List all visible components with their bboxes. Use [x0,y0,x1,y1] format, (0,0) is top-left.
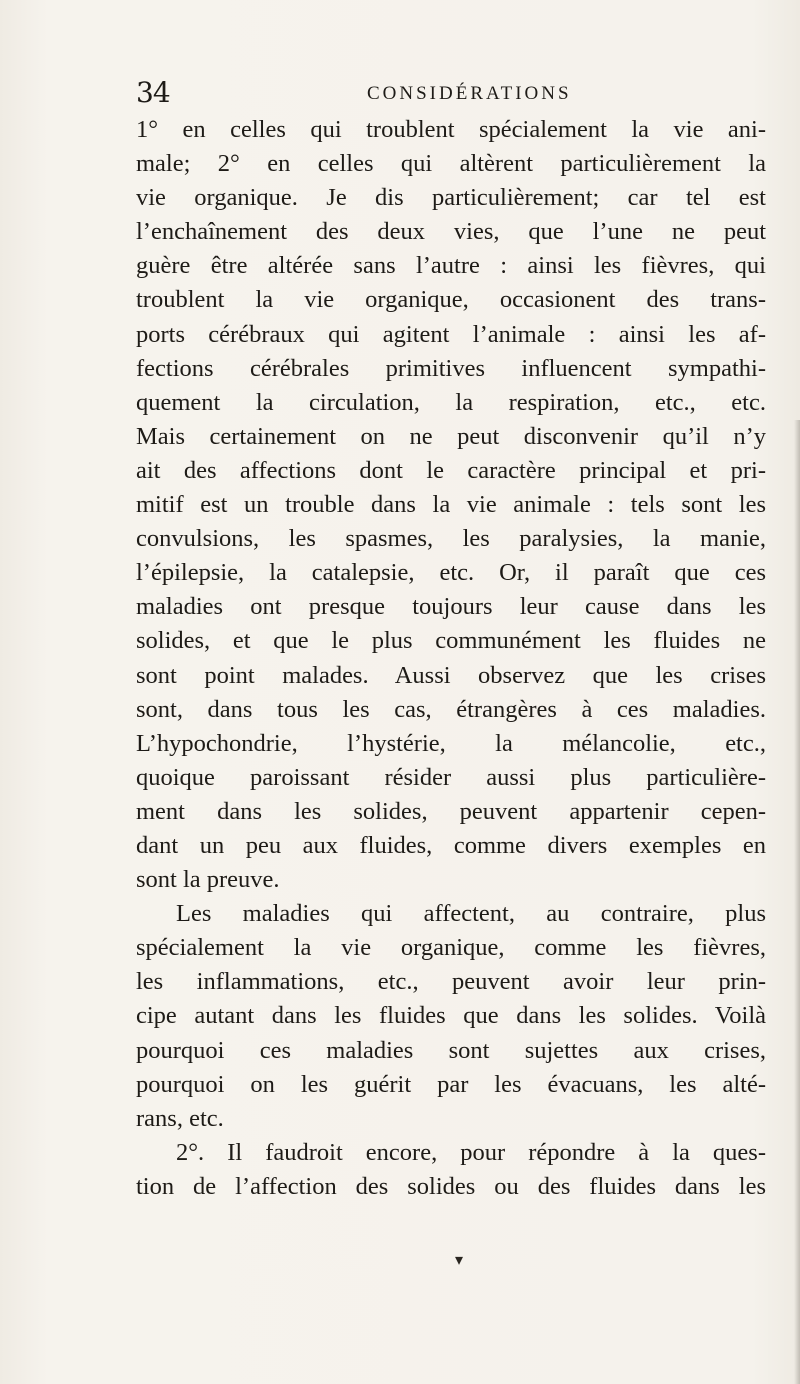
running-title: CONSIDÉRATIONS [367,83,572,104]
text-line: maladies ont presque toujours leur cause dans les [136,593,766,621]
text-line: troublent la vie organique, occasionent des trans- [136,286,766,314]
page-header [136,78,736,108]
text-line: L’hypochondrie, l’hystérie, la mélancolie, etc., [136,729,766,757]
text-line: ment dans les solides, peuvent appartenir cepen- [136,797,766,825]
text-line: Les maladies qui affectent, au contraire, plus [176,900,766,928]
text-line: l’enchaînement des deux vies, que l’une ne peut [136,218,766,246]
text-line: Mais certainement on ne peut disconvenir qu’il n’y [136,422,766,450]
text-line: pourquoi ces maladies sont sujettes aux crises, [136,1036,766,1064]
text-line: solides, et que le plus communément les fluides ne [136,627,766,655]
scan-edge-shadow [794,420,800,1384]
text-line: ports cérébraux qui agitent l’animale : ainsi les af- [136,320,766,348]
text-line: male; 2° en celles qui altèrent particulièrement la [136,150,766,178]
text-line: l’épilepsie, la catalepsie, etc. Or, il paraît que ces [136,559,766,587]
printer-mark-icon: ▾ [455,1250,464,1269]
text-line: dant un peu aux fluides, comme divers exemples en [136,831,766,859]
text-line: guère être altérée sans l’autre : ainsi les fièvres, qui [136,252,766,280]
text-line: tion de l’affection des solides ou des fluides dans les [136,1172,766,1200]
text-line: les inflammations, etc., peuvent avoir leur prin- [136,968,766,996]
text-line: sont, dans tous les cas, étrangères à ces maladies. [136,695,766,723]
text-line: sont la preuve. [136,866,280,894]
body-text [136,113,766,1204]
text-line: pourquoi on les guérit par les évacuans, les alté- [136,1070,766,1098]
page-number: 34 [136,76,170,109]
text-line: fections cérébrales primitives influencent sympathi- [136,354,766,382]
text-line: quoique paroissant résider aussi plus particulière- [136,763,766,791]
text-line: ait des affections dont le caractère principal et pri- [136,456,766,484]
text-line: 2°. Il faudroit encore, pour répondre à la ques- [176,1138,766,1166]
text-line: spécialement la vie organique, comme les fièvres, [136,934,766,962]
text-line: vie organique. Je dis particulièrement; car tel est [136,184,766,212]
text-line: convulsions, les spasmes, les paralysies, la manie, [136,525,766,553]
text-line: cipe autant dans les fluides que dans les solides. Voilà [136,1002,766,1030]
text-line: sont point malades. Aussi observez que les crises [136,661,766,689]
text-line: quement la circulation, la respiration, etc., etc. [136,388,766,416]
text-line: rans, etc. [136,1104,224,1132]
text-line: mitif est un trouble dans la vie animale : tels sont les [136,491,766,519]
text-line: 1° en celles qui troublent spécialement la vie ani- [136,116,766,143]
